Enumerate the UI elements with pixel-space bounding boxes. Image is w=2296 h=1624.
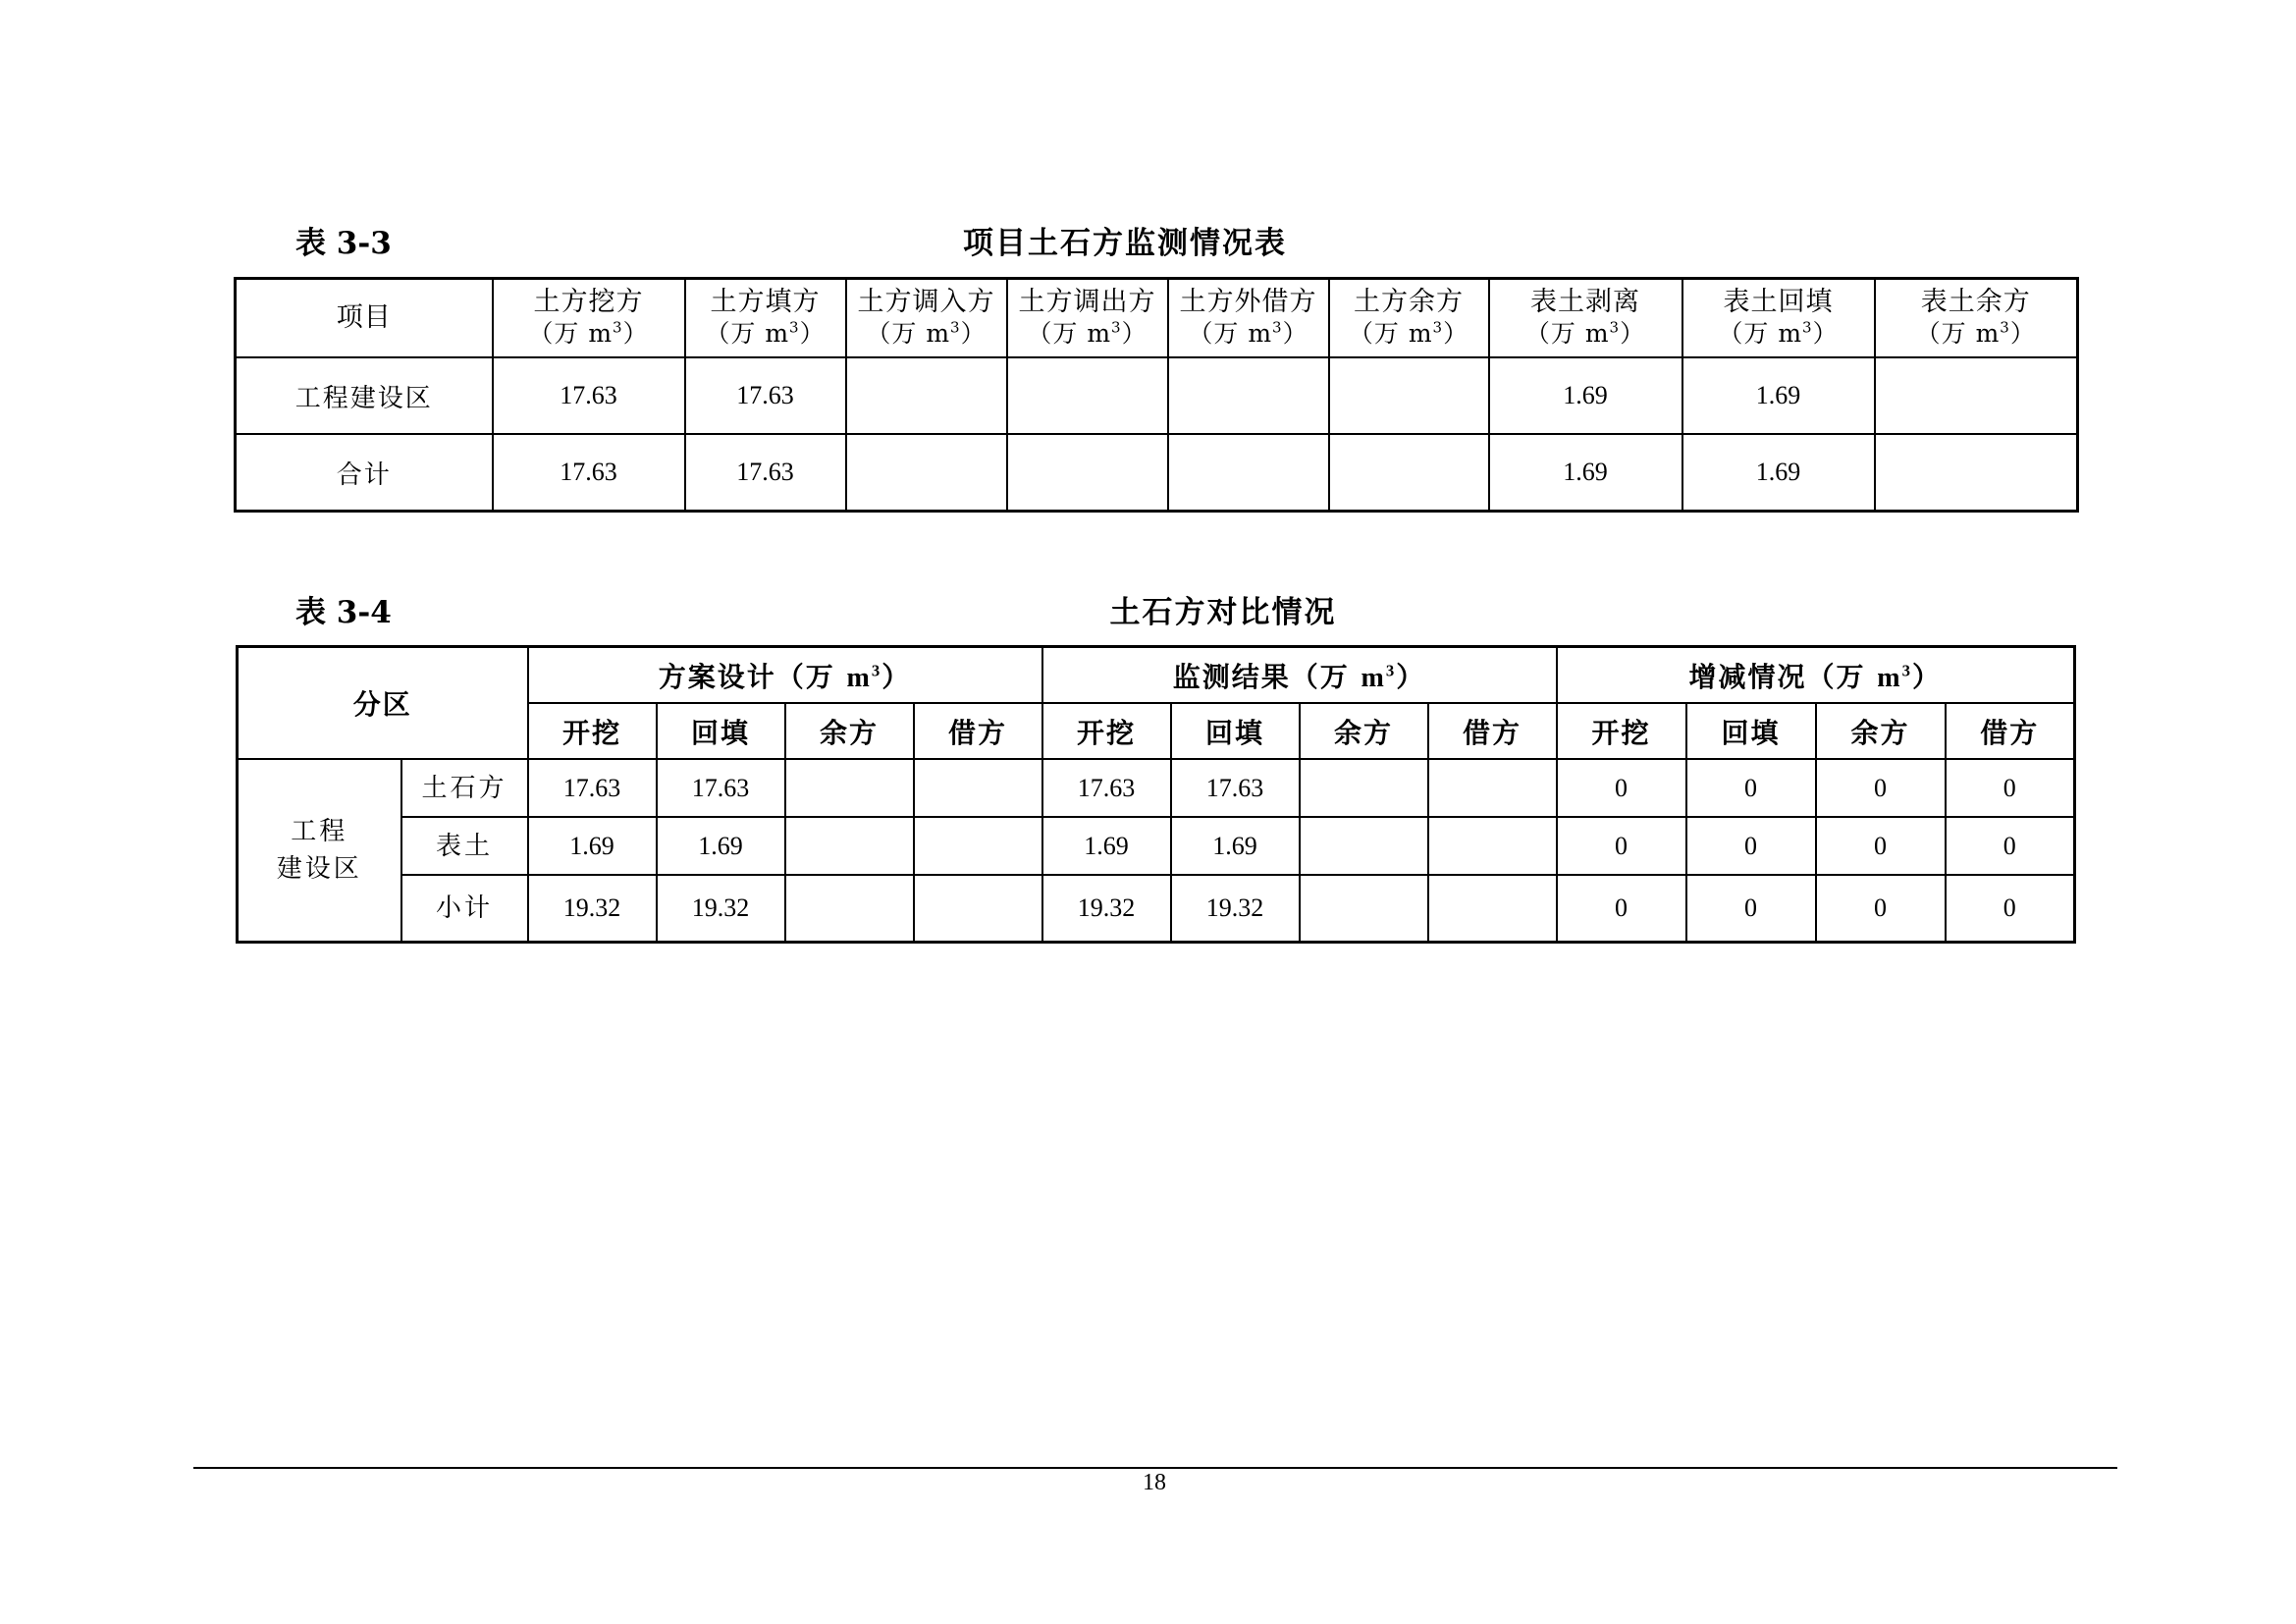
table-cell: 17.63 — [493, 357, 685, 434]
subheader-backfill: 回填 — [1171, 703, 1300, 759]
unit: （万 $m^3$） — [1915, 318, 2036, 348]
table-cell: 0 — [1557, 759, 1686, 817]
table-cell: 1.69 — [657, 817, 785, 875]
header-col-2 — [685, 279, 846, 358]
subheader-backfill: 回填 — [1686, 703, 1816, 759]
table-cell — [1428, 759, 1557, 817]
table-cell: 1.69 — [1489, 357, 1682, 434]
table-cell: 0 — [1557, 817, 1686, 875]
table-cell: 0 — [1816, 759, 1946, 817]
header-col-8 — [1682, 279, 1875, 358]
table-cell — [1875, 434, 2078, 512]
earthwork-comparison-table — [236, 645, 2076, 944]
col-name: 土方外借方 — [1179, 287, 1317, 317]
header-group-design: 方案设计（万 $m^3$） — [528, 647, 1042, 704]
header-col-7 — [1489, 279, 1682, 358]
table-cell: 19.32 — [1042, 875, 1171, 943]
subheader-excavation: 开挖 — [528, 703, 657, 759]
table-cell: 0 — [1816, 817, 1946, 875]
table-cell: 0 — [1686, 817, 1816, 875]
table-cell — [1007, 357, 1168, 434]
unit: （万 $m^3$） — [1718, 318, 1839, 348]
table-cell — [914, 817, 1042, 875]
table-cell — [1428, 817, 1557, 875]
table-cell: 17.63 — [685, 434, 846, 512]
table-cell: 17.63 — [685, 357, 846, 434]
table-cell: 17.63 — [657, 759, 785, 817]
table-cell — [914, 759, 1042, 817]
table-cell — [1329, 357, 1489, 434]
table-3-3-label: 表 3-3 — [295, 226, 392, 261]
table-cell — [1428, 875, 1557, 943]
subheader-borrow: 借方 — [1946, 703, 2075, 759]
table-cell: 0 — [1686, 759, 1816, 817]
table-cell: 1.69 — [1042, 817, 1171, 875]
table-row — [236, 434, 2078, 512]
header-group-change: 增减情况（万 $m^3$） — [1557, 647, 2075, 704]
header-col-1 — [493, 279, 685, 358]
subheader-excavation: 开挖 — [1557, 703, 1686, 759]
table-cell — [785, 817, 914, 875]
col-name: 土方填方 — [710, 287, 821, 317]
table-cell — [1875, 357, 2078, 434]
header-col-9 — [1875, 279, 2078, 358]
header-project: 项目 — [236, 279, 493, 358]
table-cell: 19.32 — [528, 875, 657, 943]
unit: （万 $m^3$） — [1524, 318, 1646, 348]
subheader-excavation: 开挖 — [1042, 703, 1171, 759]
table-cell: 17.63 — [1171, 759, 1300, 817]
subheader-borrow: 借方 — [914, 703, 1042, 759]
row-label: 合计 — [236, 434, 493, 512]
col-name: 土方余方 — [1354, 287, 1464, 317]
row-label: 表土 — [401, 817, 528, 875]
table-cell — [914, 875, 1042, 943]
table-cell: 1.69 — [528, 817, 657, 875]
table-cell: 1.69 — [1489, 434, 1682, 512]
subheader-surplus: 余方 — [1816, 703, 1946, 759]
table-cell: 0 — [1557, 875, 1686, 943]
col-name: 表土余方 — [1920, 287, 2031, 317]
table-cell — [1168, 434, 1329, 512]
header-group-monitoring: 监测结果（万 $m^3$） — [1042, 647, 1557, 704]
table-cell: 0 — [1946, 817, 2075, 875]
table-row — [238, 817, 2075, 875]
table-cell: 17.63 — [1042, 759, 1171, 817]
subheader-surplus: 余方 — [1300, 703, 1428, 759]
table-cell — [1168, 357, 1329, 434]
unit: （万 $m^3$） — [705, 318, 826, 348]
subheader-backfill: 回填 — [657, 703, 785, 759]
subheader-borrow: 借方 — [1428, 703, 1557, 759]
table-3-3-header-row — [236, 279, 2078, 358]
header-col-5 — [1168, 279, 1329, 358]
table-row — [236, 357, 2078, 434]
table-row — [238, 759, 2075, 817]
unit: （万 $m^3$） — [866, 318, 987, 348]
table-cell — [1300, 759, 1428, 817]
footer-divider — [193, 1467, 2117, 1469]
table-cell: 19.32 — [1171, 875, 1300, 943]
header-col-6 — [1329, 279, 1489, 358]
header-col-3 — [846, 279, 1007, 358]
row-label: 土石方 — [401, 759, 528, 817]
group-header-row — [238, 647, 2075, 704]
earthwork-monitoring-table — [234, 277, 2079, 513]
header-col-4 — [1007, 279, 1168, 358]
table-cell — [1300, 875, 1428, 943]
table-cell — [785, 875, 914, 943]
table-cell: 17.63 — [528, 759, 657, 817]
col-name: 土方调出方 — [1018, 287, 1156, 317]
table-cell — [785, 759, 914, 817]
table-cell: 0 — [1686, 875, 1816, 943]
table-cell: 0 — [1816, 875, 1946, 943]
header-zone: 分区 — [238, 647, 528, 760]
col-name: 土方调入方 — [857, 287, 995, 317]
subheader-surplus: 余方 — [785, 703, 914, 759]
unit: （万 $m^3$） — [1027, 318, 1148, 348]
row-label: 工程建设区 — [236, 357, 493, 434]
table-cell: 17.63 — [493, 434, 685, 512]
table-3-4-label: 表 3-4 — [295, 595, 392, 630]
table-cell: 0 — [1946, 759, 2075, 817]
zone-label: 工程 建设区 — [238, 759, 401, 943]
row-label: 小计 — [401, 875, 528, 943]
table-3-3-title: 项目土石方监测情况表 — [963, 226, 1287, 261]
table-row — [238, 875, 2075, 943]
page-number: 18 — [1143, 1470, 1166, 1495]
col-name: 土方挖方 — [533, 287, 644, 317]
col-name: 表土回填 — [1723, 287, 1834, 317]
table-cell: 1.69 — [1682, 434, 1875, 512]
table-cell: 1.69 — [1682, 357, 1875, 434]
table-3-4-title: 土石方对比情况 — [1109, 595, 1337, 630]
unit: （万 $m^3$） — [1348, 318, 1469, 348]
table-cell: 0 — [1946, 875, 2075, 943]
table-cell — [1007, 434, 1168, 512]
unit: （万 $m^3$） — [1188, 318, 1308, 348]
table-cell: 19.32 — [657, 875, 785, 943]
table-cell — [1300, 817, 1428, 875]
col-name: 表土剥离 — [1530, 287, 1640, 317]
table-cell — [1329, 434, 1489, 512]
unit: （万 $m^3$） — [528, 318, 649, 348]
table-cell — [846, 434, 1007, 512]
table-cell: 1.69 — [1171, 817, 1300, 875]
table-cell — [846, 357, 1007, 434]
